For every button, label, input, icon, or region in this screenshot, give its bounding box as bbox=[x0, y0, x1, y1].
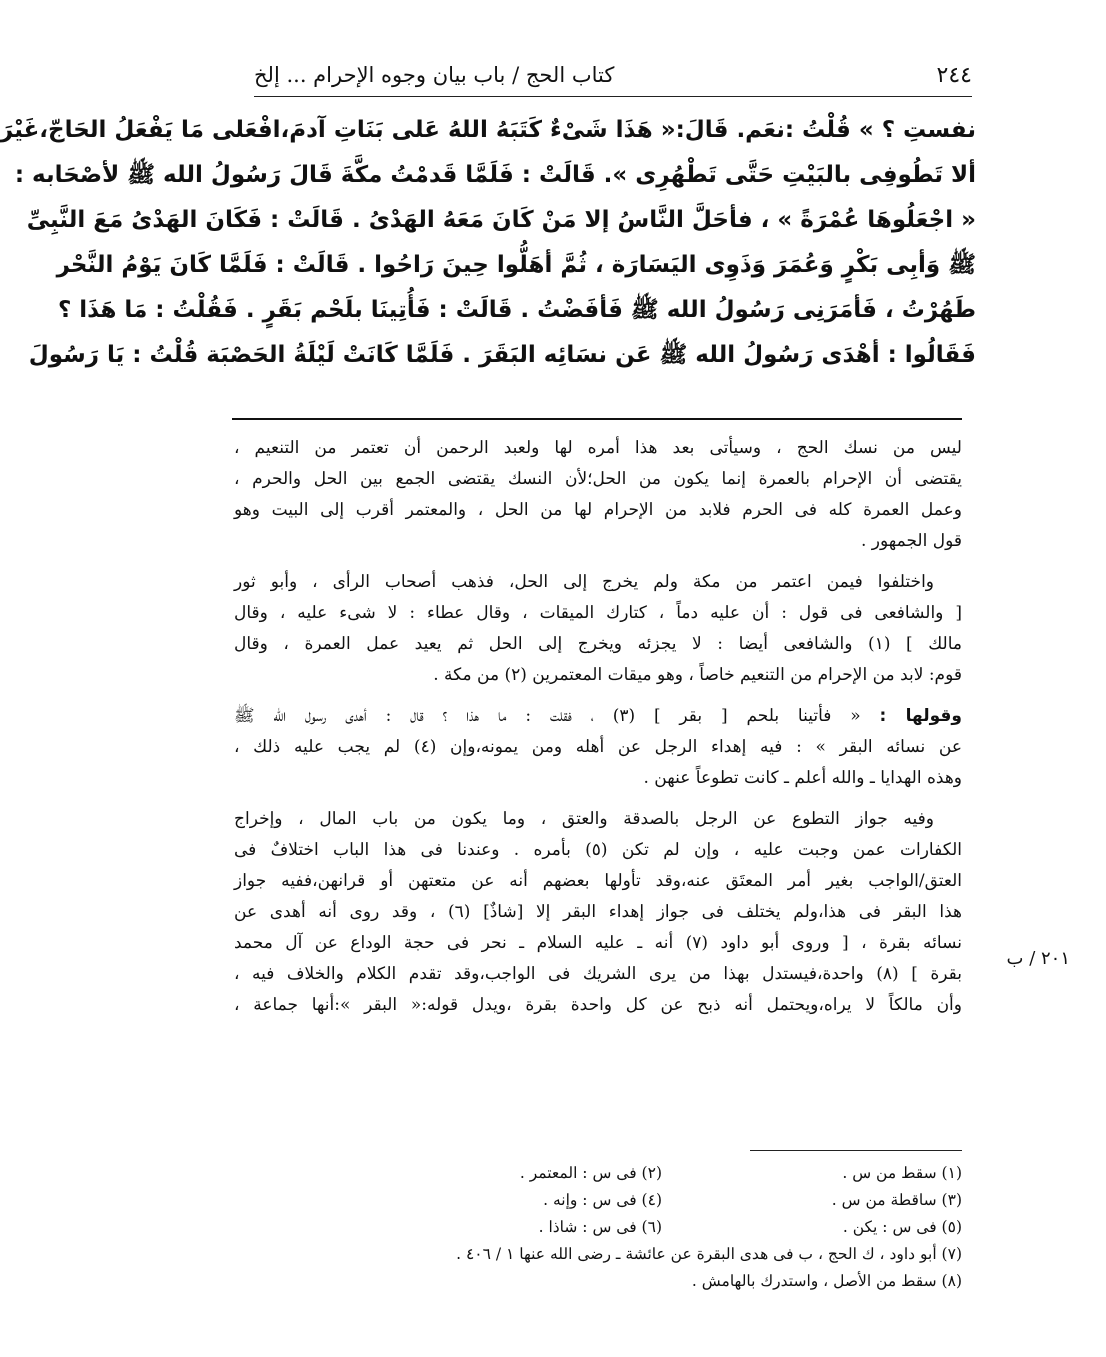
commentary-line: يقتضى أن الإحرام بالعمرة إنما يكون من الحل؛لأن النسك يقتضى الجمع بين الحل والحرم ، bbox=[234, 469, 962, 489]
running-title: كتاب الحج / باب بيان وجوه الإحرام ... إلخ bbox=[254, 63, 615, 87]
commentary-line: قول الجمهور . bbox=[860, 531, 962, 551]
commentary-line: هذا البقر فى هذا،ولم يختلف فى جواز إهداء البقر إلا [شاذٌ] (٦) ، وقد روى أنه أهدى عن bbox=[234, 902, 962, 922]
page-number: ٢٤٤ bbox=[936, 62, 972, 88]
footnote: (٣) ساقطة من س . bbox=[831, 1191, 962, 1209]
commentary-line: مالك ] (١) والشافعى أيضا : لا يجزئه ويخرج إلى الحل ثم يعيد عمل العمرة ، وقال bbox=[234, 634, 962, 654]
commentary-paragraph bbox=[234, 433, 962, 557]
commentary-line: عن نسائه البقر » : فيه إهداء الرجل عن أهله ومن يمونه،وإن (٤) لم يجب عليه ذلك ، bbox=[234, 737, 962, 757]
commentary-line: العتق/الواجب بغير أمر المعتَق عنه،وقد تأولها بعضهم أنه عن متعتهن أو قرانهن،ففيه جواز bbox=[234, 871, 962, 891]
hadith-line: فَقَالُوا : أهْدَى رَسُولُ الله ﷺ عَن نسَائِه البَقَرَ . فَلَمَّا كَانَتْ لَيْلَةُ الحَصْبَة قُلْتُ : يَا رَسُولَ bbox=[28, 342, 976, 368]
commentary-paragraph bbox=[234, 701, 962, 794]
footnote: (٧) أبو داود ، ك الحج ، ب فى هدى البقرة عن عائشة ـ رضى الله عنها ١ / ٤٠٦ . bbox=[456, 1245, 962, 1263]
footnote: (٤) فى س : وإنه . bbox=[543, 1191, 662, 1209]
header-divider bbox=[254, 96, 972, 97]
footnote-row bbox=[342, 1160, 962, 1187]
commentary-line: قوم: لابد من الإحرام من التنعيم خاصاً ، وهو ميقات المعتمرين (٢) من مكة . bbox=[433, 665, 962, 685]
commentary-paragraph bbox=[234, 567, 962, 691]
commentary-line: الكفارات عمن وجبت عليه ، وإن لم تكن (٥) بأمره . وعندنا فى هذا الباب اختلافٌ فى bbox=[234, 840, 962, 860]
footnote: (١) سقط من س . bbox=[842, 1164, 962, 1182]
commentary-line bbox=[234, 701, 962, 732]
footnote: (٦) فى س : شاذا . bbox=[538, 1218, 662, 1236]
commentary-paragraph bbox=[234, 804, 962, 1021]
commentary-line: ليس من نسك الحج ، وسيأتى بعد هذا أمره لها ولعبد الرحمن أن تعتمر من التنعيم ، bbox=[234, 438, 962, 458]
text-commentary-divider bbox=[232, 418, 962, 420]
footnotes bbox=[342, 1160, 962, 1295]
commentary-line: وهذه الهدايا ـ والله أعلم ـ كانت تطوعاً عنهن . bbox=[643, 768, 962, 788]
commentary-line: وفيه جواز التطوع عن الرجل بالصدقة والعتق ، وما يكون من باب المال ، وإخراج bbox=[234, 809, 934, 829]
commentary-line: بقرة ] (٨) واحدة،فيستدل بهذا من يرى الشريك فى الواجب،وقد تقدم الكلام والخلاف فيه ، bbox=[234, 964, 962, 984]
quoted-phrase-lead: وقولها : bbox=[879, 706, 962, 726]
footnote-row bbox=[342, 1214, 962, 1241]
commentary-line-text: « فأتينا بلحم [ بقر ] (٣) ، فقلت : ما هذا ؟ قال : أهدى رسول الله ﷺ bbox=[234, 706, 861, 726]
manuscript-folio-marker: ٢٠١ / ب bbox=[1006, 948, 1070, 969]
hadith-line: ﷺ وَأبِى بَكْرٍ وَعُمَرَ وَذَوِى اليَسَارَة ، ثُمَّ أهَلُّوا حِينَ رَاحُوا . قَالَتْ : فَلَمَّا كَانَ يَوْمُ النَّحْر bbox=[56, 252, 976, 278]
commentary-line: نسائه بقرة ، [ وروى أبو داود (٧) أنه ـ عليه السلام ـ نحر فى حجة الوداع عن آل محمد bbox=[234, 933, 962, 953]
hadith-line: ألا تَطُوفِى بالبَيْتِ حَتَّى تَطْهُرِى ». قَالَتْ : فَلَمَّا قَدمْتُ مكَّةَ قَالَ رَسُولُ الله ﷺ لأصْحَابه : bbox=[14, 162, 976, 188]
running-header bbox=[254, 58, 972, 92]
hadith-line: نفستِ ؟ » قُلْتُ :نعَم. قَالَ:« هَذَا شَىْءٌ كَتَبَهُ اللهُ عَلى بَنَاتِ آدمَ،افْعَلى مَا يَفْعَلُ الحَاجّ،غَيْرَ bbox=[0, 117, 976, 143]
commentary-line: [ والشافعى فى قول : أن عليه دماً ، كتارك الميقات ، وقال عطاء : لا شىء عليه ، وقال bbox=[234, 603, 962, 623]
hadith-text bbox=[0, 108, 976, 378]
commentary-line: واختلفوا فيمن اعتمر من مكة ولم يخرج إلى الحل، فذهب أصحاب الرأى ، وأبو ثور bbox=[234, 572, 934, 592]
commentary bbox=[234, 433, 962, 1031]
footnote: (٨) سقط من الأصل ، واستدرك بالهامش . bbox=[691, 1272, 962, 1290]
footnote: (٥) فى س : يكن . bbox=[842, 1218, 962, 1236]
footnote-divider bbox=[750, 1150, 962, 1151]
hadith-line: طَهُرْتُ ، فَأمَرَنِى رَسُولُ الله ﷺ فَأفَضْتُ . قَالَتْ : فَأُتِينَا بلَحْم بَقَرٍ . فَقُلْتُ : مَا هَذَا ؟ bbox=[57, 297, 976, 323]
footnote: (٢) فى س : المعتمر . bbox=[519, 1164, 662, 1182]
hadith-line: « اجْعَلُوهَا عُمْرَةً » ، فأحَلَّ النَّاسُ إلا مَنْ كَانَ مَعَهُ الهَدْىُ . قَالَتْ : فَكَانَ الهَدْىُ مَعَ النَّبِىِّ bbox=[26, 207, 976, 233]
commentary-line: وعمل العمرة كله فى الحرم فلابد من الإحرام لها من الحل ، والمعتمر أقرب إلى البيت وهو bbox=[234, 500, 962, 520]
commentary-line: وأن مالكاً لا يراه،ويحتمل أنه ذبح عن كل واحدة بقرة ،ويدل قوله:« البقر »:أنها جماعة ، bbox=[234, 995, 962, 1015]
footnote-row bbox=[342, 1187, 962, 1214]
